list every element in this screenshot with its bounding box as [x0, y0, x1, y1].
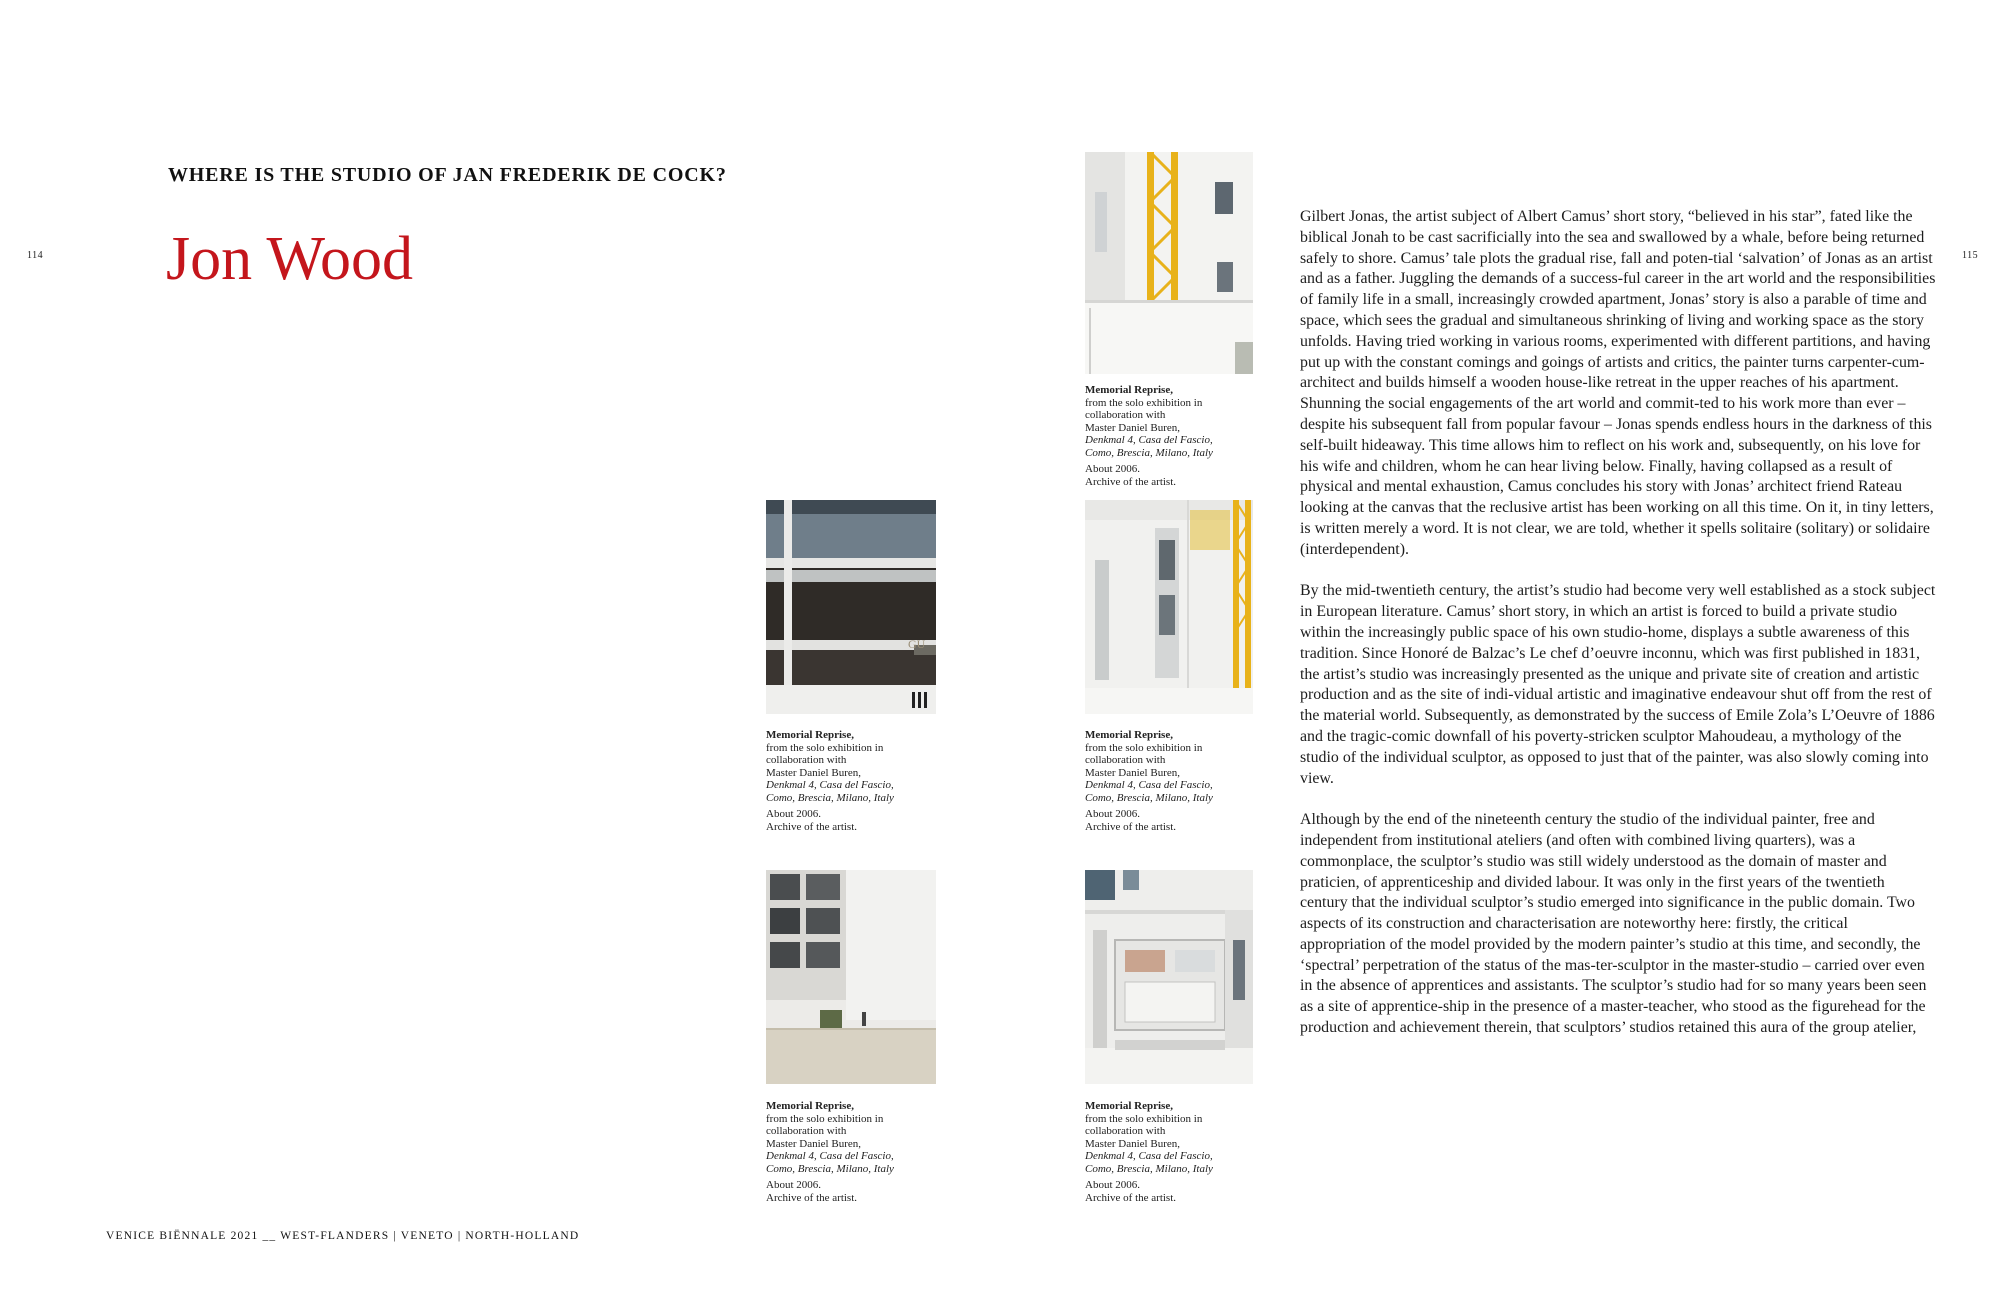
- photo-caption: Memorial Reprise, from the solo exhibition in collaboration with Master Daniel Buren, Denkmal 4, Casa del Fascio, Como, Brescia, Milano, Italy About 2006. Archive of the artist.: [1085, 384, 1213, 488]
- article-heading: WHERE IS THE STUDIO OF JAN FREDERIK DE COCK?: [168, 164, 727, 186]
- photo-balcony-facade: [766, 500, 936, 714]
- body-paragraph: Gilbert Jonas, the artist subject of Albert Camus’ short story, “believed in his star”, fated like the biblical Jonah to be cast sacrificially into the sea and swallowed by a whale, before being returned safely to shore. Camus’ tale plots the gradual rise, fall and poten-tial ‘salvation’ of Jonas as an artist and as a father. Juggling the demands of a success-ful career in the art world and the responsibilities of family life in a small, increasingly crowded apartment, Jonas’ story is also a parable of time and space, which sees the gradual and simultaneous shrinking of living and working space as the story unfolds. Having tried working in various rooms, experimented with different partitions, and having put up with the constant comings and goings of artists and critics, the painter turns carpenter-cum-architect and builds himself a wooden house-like retreat in the upper reaches of his apartment. Shunning the social engagements of the art world and commit-ted to his work more than ever – despite his subsequent fall from popular favour – Jonas spends endless hours in the darkness of this self-built hideaway. This time allows him to reflect on his work and, subsequently, on his love for his wife and children, whom he can hear living below. Finally, having collapsed as a result of physical and mental exhaustion, Camus concludes his story with Jonas’ architect friend Rateau looking at the canvas that the reclusive artist has been working on all this time. On it, in tiny letters, is written merely a word. It is not clear, we are told, whether it spells solitaire (solitary) or solidaire (interdependent).: [1300, 208, 1936, 558]
- photo-caption: Memorial Reprise, from the solo exhibition in collaboration with Master Daniel Buren, Denkmal 4, Casa del Fascio, Como, Brescia, Milano, Italy About 2006. Archive of the artist.: [1085, 729, 1213, 833]
- author-name: Jon Wood: [166, 225, 414, 293]
- svg-text:GU: GU: [908, 637, 926, 651]
- photo-window-frames: [1085, 870, 1253, 1084]
- photo-caption: Memorial Reprise, from the solo exhibition in collaboration with Master Daniel Buren, Denkmal 4, Casa del Fascio, Como, Brescia, Milano, Italy About 2006. Archive of the artist.: [1085, 1100, 1213, 1204]
- running-footer: VENICE BIËNNALE 2021 __ WEST-FLANDERS | VENETO | NORTH-HOLLAND: [106, 1230, 580, 1242]
- article-body: [1300, 207, 1936, 1060]
- body-paragraph: Although by the end of the nineteenth century the studio of the individual painter, free and independent from institutional ateliers (and often with combined living quarters), was a commonplace, the sculptor’s studio was still widely understood as the domain of master and praticien, of apprenticeship and divided labour. It was only in the first years of the twentieth century that the individual sculptor’s studio emerged into significance in the public domain. Two aspects of its construction and characterisation are noteworthy here: firstly, the critical appropriation of the model provided by the modern painter’s studio at this time, and secondly, the ‘spectral’ perpetration of the status of the mas-ter-sculptor in the master-studio – carried over even in the absence of apprentices and assistants. The sculptor’s studio had for so many years been seen as a site of apprentice-ship in the presence of a master-teacher, who stood as the figurehead for the production and achievement therein, that sculptors’ studios retained this aura of the group atelier,: [1300, 811, 1927, 1037]
- photo-crane-facade: [1085, 152, 1253, 374]
- body-paragraph: By the mid-twentieth century, the artist’s studio had become very well established as a stock subject in European literature. Camus’ short story, in which an artist is forced to build a private studio within the increasingly public space of his own studio-home, displays a subtle awareness of this tradition. Since Honoré de Balzac’s Le chef d’oeuvre inconnu, which was first published in 1831, the artist’s studio was increasingly presented as the unique and private site of creation and artistic production and as the site of indi-vidual artistic and imaginative endeavour shut off from the rest of the material world. Subsequently, as demonstrated by the success of Emile Zola’s L’Oeuvre of 1886 and the tragic-comic downfall of his poverty-stricken sculptor Mahoudeau, a mythology of the studio of the individual sculptor, as opposed to just that of the painter, was also slowly coming into view.: [1300, 582, 1936, 787]
- photo-grid-plaza: [766, 870, 936, 1084]
- photo-caption: Memorial Reprise, from the solo exhibition in collaboration with Master Daniel Buren, Denkmal 4, Casa del Fascio, Como, Brescia, Milano, Italy About 2006. Archive of the artist.: [766, 1100, 894, 1204]
- page-number-left: 114: [27, 250, 44, 261]
- page-number-right: 115: [1962, 250, 1979, 261]
- photo-panels-crane: [1085, 500, 1253, 714]
- photo-caption: Memorial Reprise, from the solo exhibition in collaboration with Master Daniel Buren, Denkmal 4, Casa del Fascio, Como, Brescia, Milano, Italy About 2006. Archive of the artist.: [766, 729, 894, 833]
